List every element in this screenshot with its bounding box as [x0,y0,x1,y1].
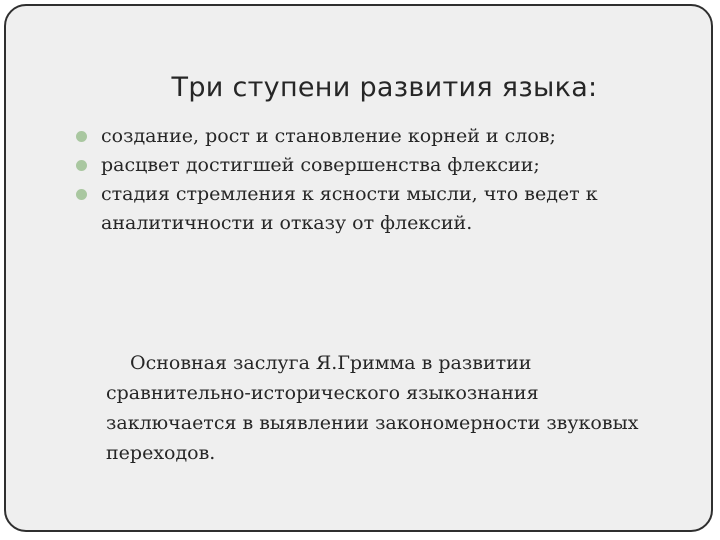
bullet-item [76,180,696,238]
bullet-marker-icon [76,160,87,171]
bullet-marker-icon [76,189,87,200]
bullet-text: стадия стремления к ясности мысли, что ведет к аналитичности и отказу от флексий. [101,183,598,234]
slide-title: Три ступени развития языка: [171,72,598,103]
bullet-marker-icon [76,131,87,142]
bullet-text: расцвет достигшей совершенства флексии; [101,154,540,176]
bullet-item [76,151,696,180]
bullet-text: создание, рост и становление корней и слов; [101,125,556,147]
slide [4,4,713,532]
summary-paragraph: Основная заслуга Я.Гримма в развитии сравнительно-исторического языкознания заключается в выявлении закономерности звуковых переходов. [106,352,639,464]
bullet-item [76,122,696,151]
bullet-list [76,122,696,238]
